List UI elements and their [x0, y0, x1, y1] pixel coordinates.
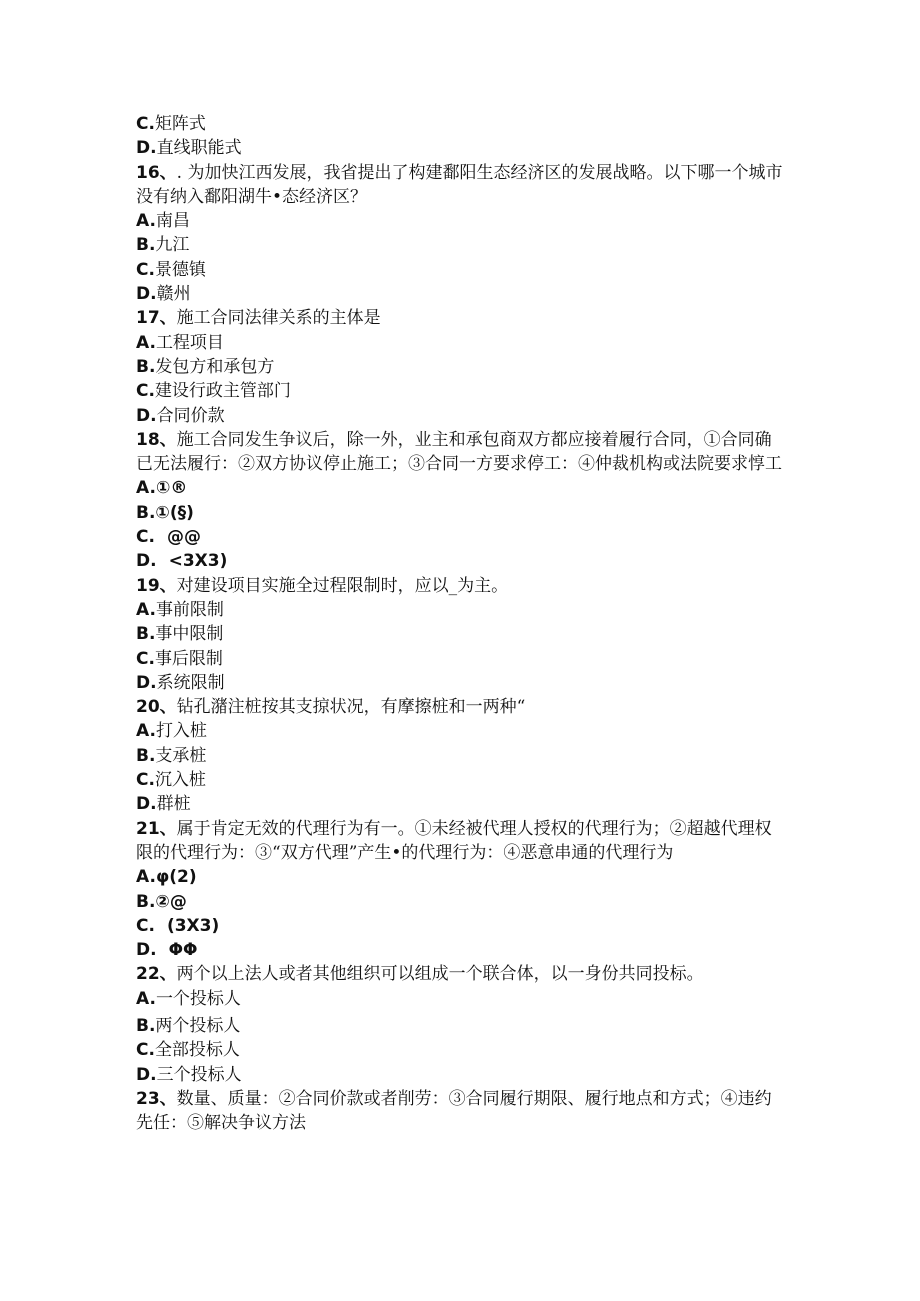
question-list [136, 112, 786, 1135]
question-number: 21、 [136, 818, 177, 839]
option-text: 建设行政主管部门 [154, 381, 291, 402]
option-letter: C. [136, 527, 155, 548]
question-number: 20、 [136, 697, 177, 718]
option-letter: C. [136, 770, 155, 791]
answer-option [136, 768, 786, 792]
option-letter: A. [136, 867, 156, 888]
option-letter: D. [136, 405, 157, 426]
option-text: 事前限制 [155, 599, 224, 620]
option-letter: D. [136, 551, 157, 572]
answer-option [136, 987, 786, 1011]
question-item [136, 161, 786, 210]
option-text: 一个投标人 [155, 988, 241, 1009]
answer-option [136, 792, 786, 816]
option-text: 群桩 [156, 794, 191, 815]
option-text: 赣州 [156, 284, 191, 305]
answer-option [136, 209, 786, 233]
answer-option [136, 501, 786, 525]
option-letter: B. [136, 745, 156, 766]
option-letter: B. [136, 891, 156, 912]
option-text: ΦΦ [168, 940, 198, 961]
option-letter: C. [136, 648, 155, 669]
answer-option [136, 476, 786, 500]
question-text: . 为加快江西发展，我省提出了构建鄱阳生态经济区的发展战略。以下哪一个城市没有纳入鄱阳湖牛•态经济区？ [136, 162, 783, 207]
question-number: 18、 [136, 429, 177, 450]
option-text: 矩阵式 [154, 114, 206, 134]
option-text: 事中限制 [155, 624, 224, 645]
question-item [136, 306, 786, 330]
option-letter: A. [136, 478, 156, 499]
option-text: 合同价款 [156, 405, 225, 426]
answer-option [136, 136, 786, 160]
option-letter: A. [136, 721, 156, 742]
option-letter: D. [136, 138, 157, 159]
option-text: <3X3) [168, 551, 228, 572]
option-letter: B. [136, 356, 156, 377]
option-text: 沉入桩 [154, 770, 206, 791]
answer-option [136, 938, 786, 962]
option-text: (3X3) [166, 915, 220, 936]
option-text: 发包方和承包方 [155, 356, 275, 377]
option-text: 系统限制 [156, 672, 225, 693]
answer-option [136, 719, 786, 743]
answer-option [136, 379, 786, 403]
answer-option [136, 914, 786, 938]
option-text: 事后限制 [154, 648, 223, 669]
question-item [136, 428, 786, 477]
answer-option [136, 258, 786, 282]
option-letter: B. [136, 1015, 156, 1036]
answer-option [136, 598, 786, 622]
option-text: ②@ [155, 891, 187, 912]
option-letter: D. [136, 794, 157, 815]
question-item [136, 817, 786, 866]
option-letter: A. [136, 988, 156, 1009]
answer-option [136, 1038, 786, 1062]
question-text: 施工合同发生争议后，除一外，业主和承包商双方都应接着履行合同，①合同确已无法履行：②双方协议停止施工；③合同一方要求停工：④仲裁机构或法院要求惇工 [136, 429, 782, 475]
answer-option [136, 549, 786, 573]
option-letter: A. [136, 211, 156, 232]
question-item [136, 574, 786, 598]
option-text: 南昌 [155, 211, 190, 232]
option-letter: D. [136, 940, 157, 961]
question-text: 两个以上法人或者其他组织可以组成一个联合体，以一身份共同投标。 [176, 964, 704, 985]
question-number: 17、 [136, 308, 177, 329]
option-letter: D. [136, 1064, 157, 1085]
option-text: φ(2) [155, 867, 197, 888]
option-text: 支承桩 [155, 745, 207, 766]
question-text: 对建设项目实施全过程限制时，应以_为主。 [176, 575, 509, 596]
option-letter: D. [136, 284, 157, 305]
option-letter: A. [136, 599, 156, 620]
option-text: 两个投标人 [155, 1015, 241, 1036]
answer-option [136, 112, 786, 136]
option-text: 打入桩 [155, 721, 207, 742]
option-letter: A. [136, 332, 156, 353]
option-text: 直线职能式 [156, 138, 242, 159]
answer-option [136, 744, 786, 768]
answer-option [136, 890, 786, 914]
option-text: ①® [155, 478, 188, 499]
answer-option [136, 647, 786, 671]
option-letter: C. [136, 1040, 155, 1061]
option-letter: C. [136, 381, 155, 402]
question-text: 施工合同法律关系的主体是 [176, 308, 381, 329]
answer-option [136, 622, 786, 646]
option-letter: B. [136, 235, 156, 256]
answer-option [136, 865, 786, 889]
option-letter: D. [136, 672, 157, 693]
option-letter: B. [136, 502, 156, 523]
option-text: 九江 [155, 235, 190, 256]
answer-option [136, 1063, 786, 1087]
option-letter: C. [136, 114, 155, 134]
option-text: 工程项目 [155, 332, 224, 353]
question-item [136, 695, 786, 719]
option-text: 景德镇 [154, 259, 206, 280]
question-text: 钻孔潴注桩按其支掠状况，有摩擦桩和一两种“ [176, 697, 526, 718]
question-item [136, 962, 786, 986]
question-number: 19、 [136, 575, 177, 596]
answer-option [136, 671, 786, 695]
question-text: 属于肯定无效的代理行为有一。①未经被代理人授权的代理行为；②超越代理权限的代理行为：③“双方代理”产生•的代理行为：④恶意串通的代理行为 [136, 818, 772, 863]
answer-option [136, 331, 786, 355]
answer-option [136, 525, 786, 549]
option-letter: B. [136, 624, 156, 645]
answer-option [136, 233, 786, 257]
answer-option [136, 1014, 786, 1038]
question-item [136, 1087, 786, 1136]
option-text: ①(§) [155, 502, 194, 523]
option-letter: C. [136, 259, 155, 280]
option-text: 全部投标人 [154, 1040, 240, 1061]
option-letter: C. [136, 915, 155, 936]
answer-option [136, 282, 786, 306]
answer-option [136, 404, 786, 428]
question-number: 22、 [136, 964, 177, 985]
question-number: 16、 [136, 162, 177, 183]
option-text: 三个投标人 [156, 1064, 242, 1085]
answer-option [136, 355, 786, 379]
question-number: 23、 [136, 1088, 177, 1109]
question-text: 数量、质量：②合同价款或者削劳：③合同履行期限、履行地点和方式；④违约先任：⑤解决争议方法 [136, 1088, 772, 1134]
option-text: @@ [166, 527, 201, 548]
